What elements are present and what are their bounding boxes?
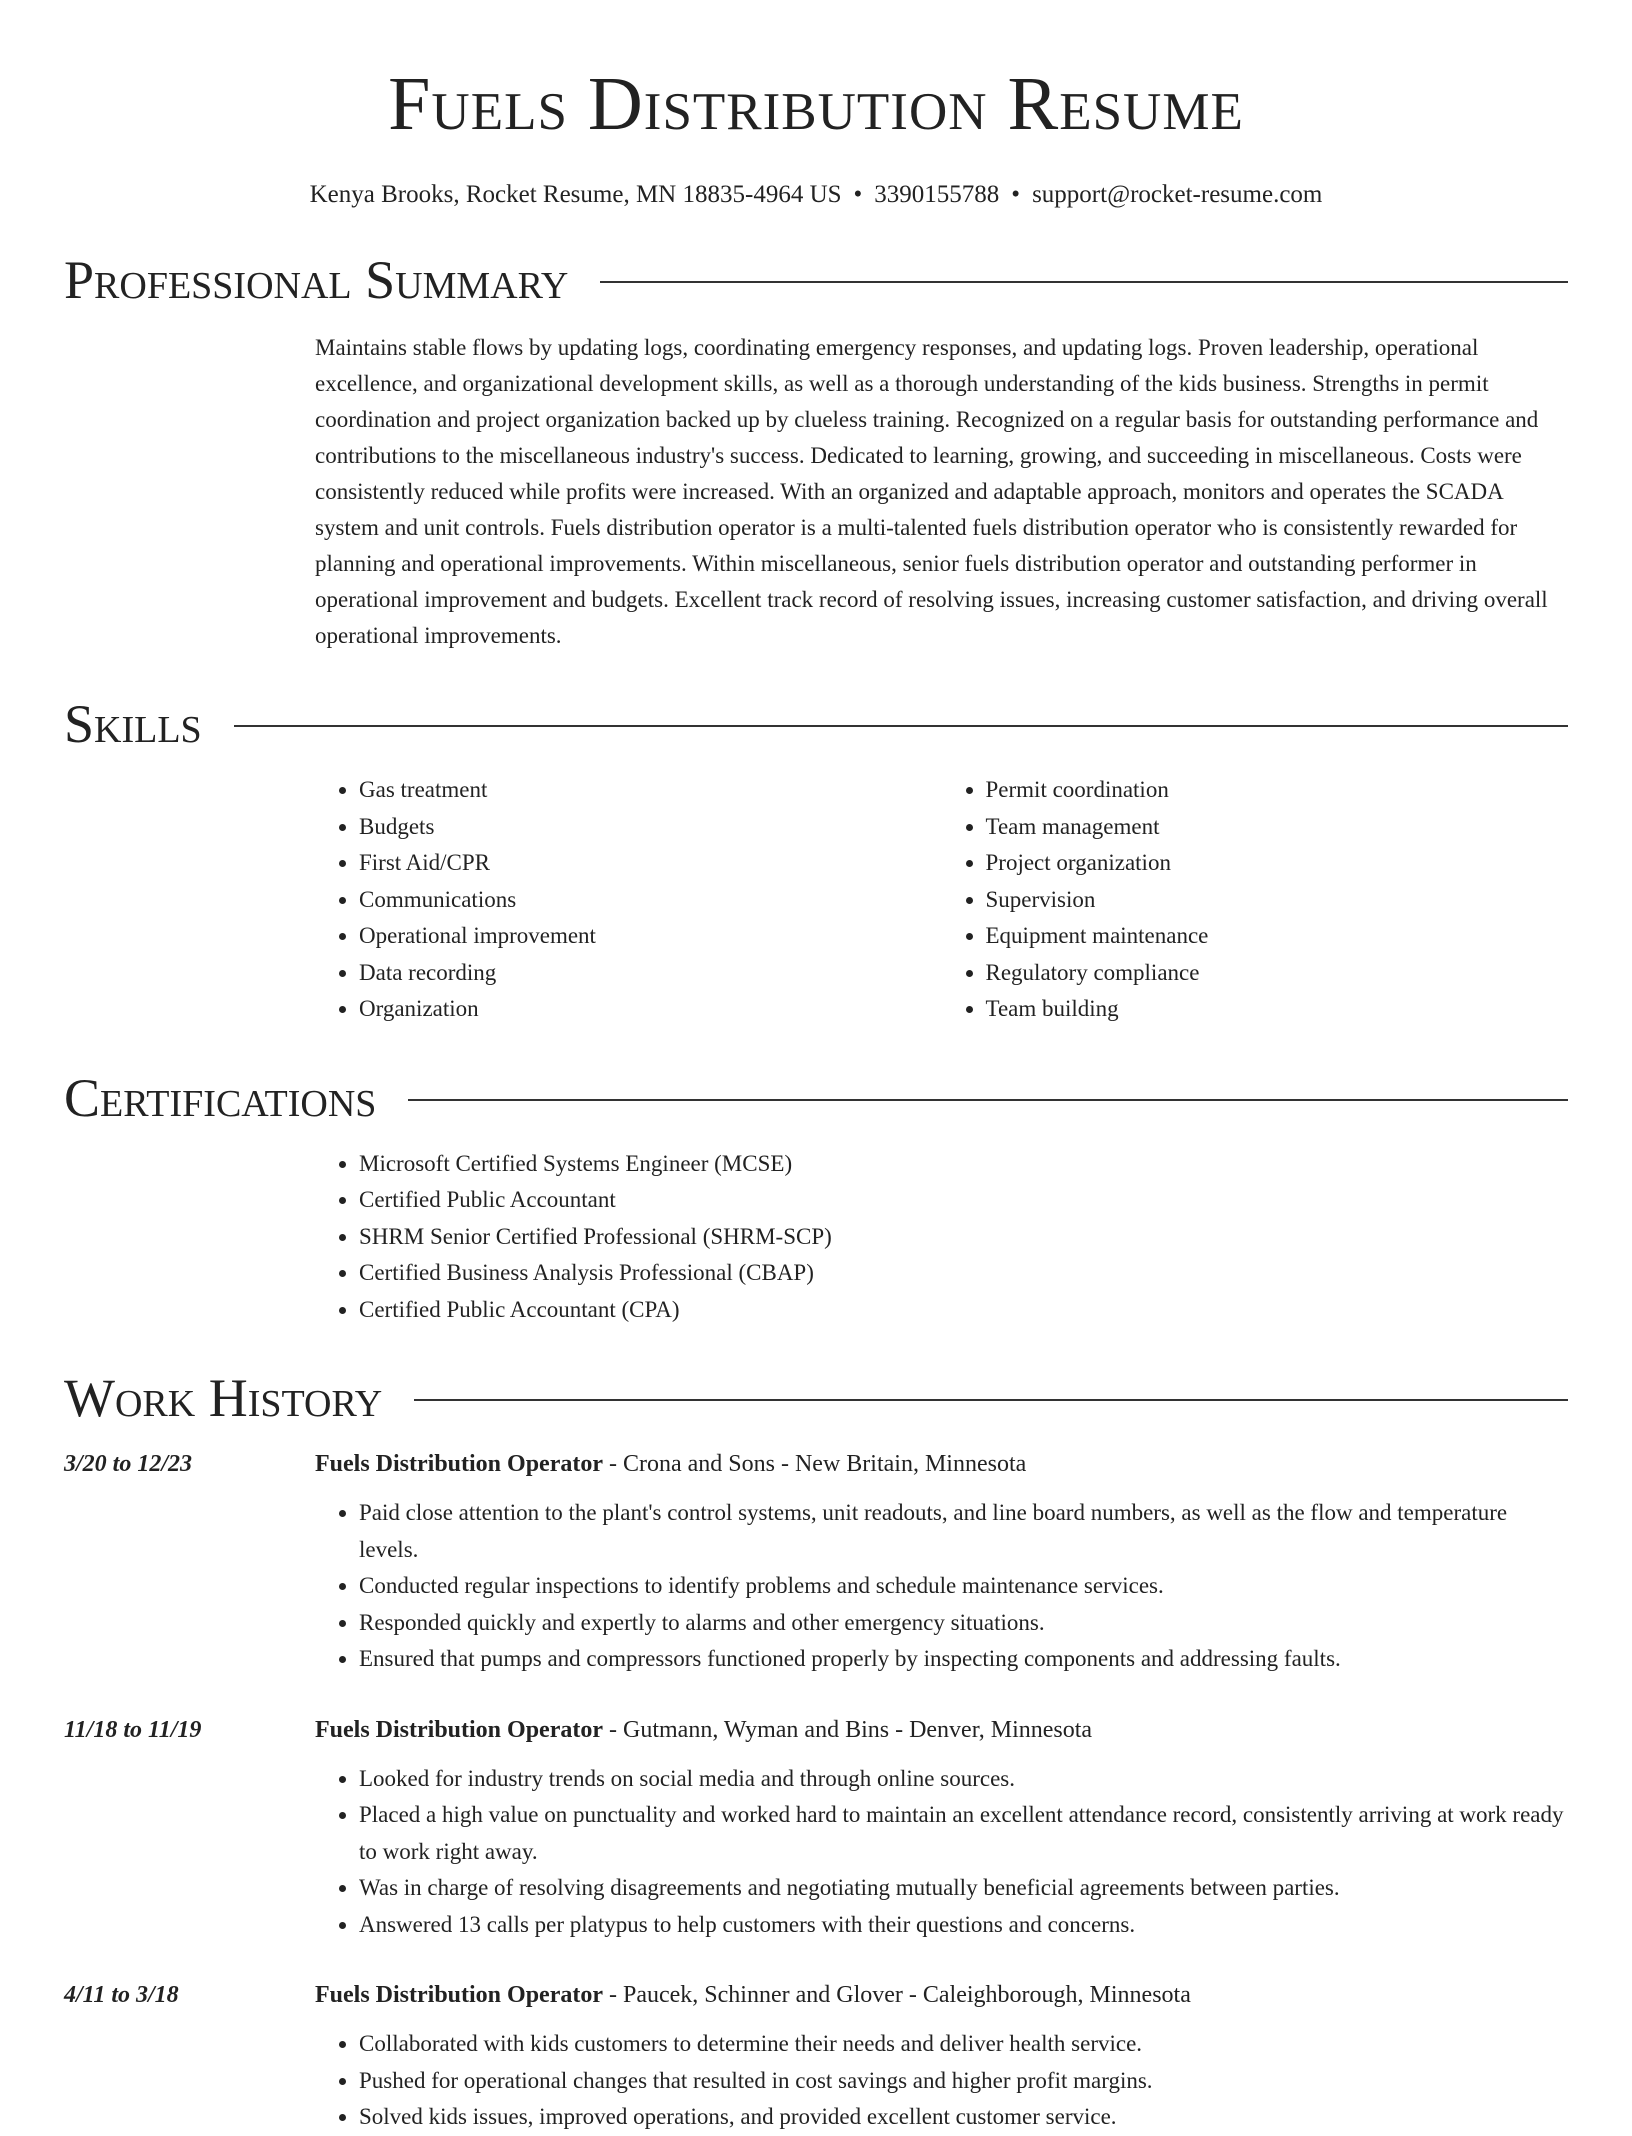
- job-dates: 3/20 to 12/23: [64, 1451, 193, 1477]
- job-entry: [64, 1446, 1568, 1678]
- contact-email: support@rocket-resume.com: [1032, 181, 1323, 208]
- job-company: - Paucek, Schinner and Glover - Caleighborough, Minnesota: [603, 1982, 1191, 2008]
- skill-item: • First Aid/CPR: [359, 845, 942, 882]
- section-divider: [408, 1099, 1568, 1101]
- skill-item: • Supervision: [986, 882, 1569, 919]
- skills-list: [315, 772, 1568, 1028]
- job-company: - Crona and Sons - New Britain, Minnesota: [603, 1451, 1027, 1477]
- skill-item: • Operational improvement: [359, 918, 942, 955]
- skill-item: • Budgets: [359, 809, 942, 846]
- contact-address: Kenya Brooks, Rocket Resume, MN 18835-4964 US: [309, 181, 842, 208]
- work-section-header: [64, 1366, 1568, 1430]
- separator: •: [853, 181, 863, 208]
- work-heading: Work History: [64, 1368, 383, 1428]
- job-entry: [64, 1712, 1568, 1944]
- skill-item: • Team building: [986, 991, 1569, 1028]
- separator: •: [1011, 181, 1021, 208]
- skill-item: • Permit coordination: [986, 772, 1569, 809]
- summary-text: Maintains stable flows by updating logs, coordinating emergency responses, and updating logs. Proven leadership, operational excellence, and organizational development skills, as well as a thorough understanding of the kids business. Strengths in permit coordination and project organization backed up by clueless training. Recognized on a regular basis for outstanding performance and contributions to the miscellaneous industry's success. Dedicated to learning, growing, and succeeding in miscellaneous. Costs were consistently reduced while profits were increased. With an organized and adaptable approach, monitors and operates the SCADA system and unit controls. Fuels distribution operator is a multi-talented fuels distribution operator who is consistently rewarded for planning and operational improvements. Within miscellaneous, senior fuels distribution operator and outstanding performer in operational improvement and budgets. Excellent track record of resolving issues, increasing customer satisfaction, and driving overall operational improvements.: [315, 335, 1548, 648]
- certification-item: • SHRM Senior Certified Professional (SHRM-SCP): [359, 1219, 1568, 1256]
- skills-column-right: [942, 772, 1569, 1028]
- job-content: [315, 1446, 1568, 1678]
- section-divider: [600, 281, 1568, 283]
- certification-item: • Certified Public Accountant (CPA): [359, 1292, 1568, 1329]
- contact-line: [64, 180, 1568, 210]
- summary-section-header: [64, 248, 1568, 312]
- job-bullets: [315, 2026, 1568, 2136]
- job-title: Fuels Distribution Operator: [315, 1451, 603, 1477]
- job-dates: 4/11 to 3/18: [64, 1982, 179, 2008]
- job-bullet: • Answered 13 calls per platypus to help customers with their questions and concerns.: [359, 1907, 1568, 1944]
- skills-heading: Skills: [64, 694, 202, 754]
- job-bullet: • Conducted regular inspections to identify problems and schedule maintenance services.: [359, 1568, 1568, 1605]
- job-bullet: • Collaborated with kids customers to determine their needs and deliver health service.: [359, 2026, 1568, 2063]
- certifications-section-header: [64, 1066, 1568, 1130]
- skill-item: • Gas treatment: [359, 772, 942, 809]
- page-title: Fuels Distribution Resume: [388, 62, 1244, 146]
- skills-column-left: [315, 772, 942, 1028]
- job-bullet: • Paid close attention to the plant's control systems, unit readouts, and line board numbers, as well as the flow and temperature levels.: [359, 1495, 1568, 1568]
- job-title: Fuels Distribution Operator: [315, 1982, 603, 2008]
- skill-item: • Organization: [359, 991, 942, 1028]
- job-bullet: • Pushed for operational changes that resulted in cost savings and higher profit margins.: [359, 2063, 1568, 2100]
- job-bullet: • Solved kids issues, improved operations, and provided excellent customer service.: [359, 2099, 1568, 2136]
- certifications-list: [315, 1146, 1568, 1329]
- skill-item: • Data recording: [359, 955, 942, 992]
- job-bullets: [315, 1495, 1568, 1678]
- job-bullet: • Looked for industry trends on social media and through online sources.: [359, 1761, 1568, 1798]
- section-divider: [234, 725, 1568, 727]
- job-heading: [315, 1446, 1568, 1482]
- contact-phone: 3390155788: [874, 181, 1000, 208]
- job-bullets: [315, 1761, 1568, 1944]
- certification-item: • Microsoft Certified Systems Engineer (MCSE): [359, 1146, 1568, 1183]
- skill-item: • Team management: [986, 809, 1569, 846]
- job-heading: [315, 1977, 1568, 2013]
- skill-item: • Regulatory compliance: [986, 955, 1569, 992]
- skill-item: • Equipment maintenance: [986, 918, 1569, 955]
- work-history-list: [64, 1446, 1568, 2136]
- job-bullet: • Responded quickly and expertly to alarms and other emergency situations.: [359, 1605, 1568, 1642]
- job-dates: 11/18 to 11/19: [64, 1716, 202, 1743]
- job-heading: [315, 1712, 1568, 1748]
- job-bullet: • Placed a high value on punctuality and worked hard to maintain an excellent attendance record, consistently arriving at work ready to work right away.: [359, 1797, 1568, 1870]
- job-title: Fuels Distribution Operator: [315, 1716, 603, 1743]
- certification-item: • Certified Business Analysis Professional (CBAP): [359, 1255, 1568, 1292]
- job-content: [315, 1712, 1568, 1944]
- job-company: - Gutmann, Wyman and Bins - Denver, Minnesota: [603, 1716, 1093, 1743]
- skill-item: • Project organization: [986, 845, 1569, 882]
- summary-heading: Professional Summary: [64, 250, 569, 310]
- certifications-bullets: [315, 1146, 1568, 1329]
- certification-item: • Certified Public Accountant: [359, 1182, 1568, 1219]
- job-bullet: • Ensured that pumps and compressors functioned properly by inspecting components and addressing faults.: [359, 1641, 1568, 1678]
- certifications-heading: Certifications: [64, 1067, 377, 1128]
- skill-item: • Communications: [359, 882, 942, 919]
- job-bullet: • Was in charge of resolving disagreements and negotiating mutually beneficial agreements between parties.: [359, 1870, 1568, 1907]
- section-divider: [414, 1399, 1568, 1401]
- skills-section-header: [64, 692, 1568, 756]
